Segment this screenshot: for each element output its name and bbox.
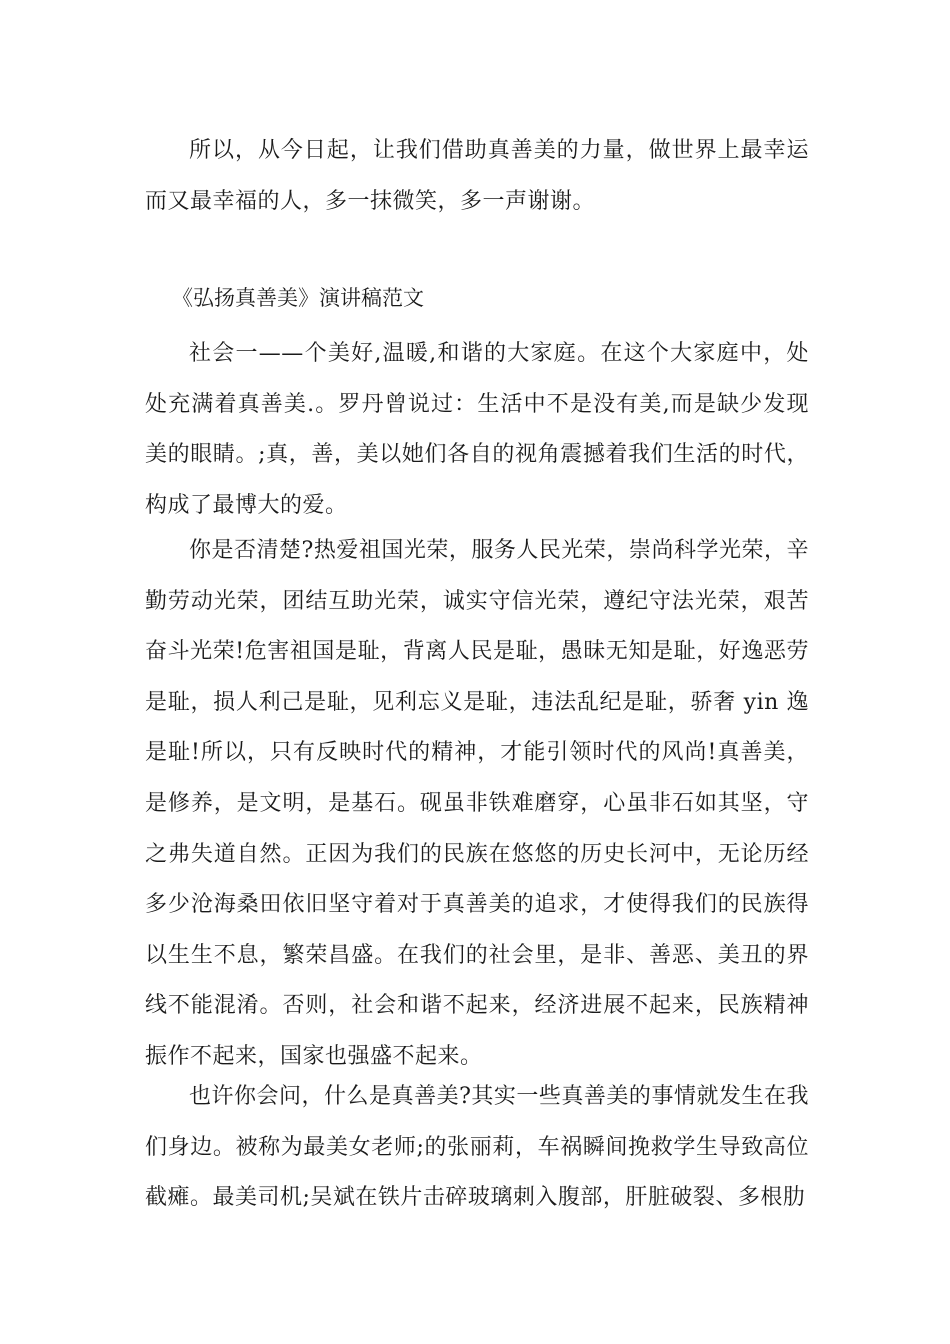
paragraph-conclusion: 所以，从今日起，让我们借助真善美的力量，做世界上最幸运而又最幸福的人，多一抹微笑，多一声谢谢。 xyxy=(145,138,809,214)
paragraph-examples: 也许你会问，什么是真善美?其实一些真善美的事情就发生在我们身边。被称为最美女老师;的张丽莉，车祸瞬间挽救学生导致高位截瘫。最美司机;吴斌在铁片击碎玻璃刺入腹部，肝脏破裂、多根肋 xyxy=(145,1084,809,1211)
paragraph-values: 你是否清楚?热爱祖国光荣，服务人民光荣，崇尚科学光荣，辛勤劳动光荣，团结互助光荣，诚实守信光荣，遵纪守法光荣，艰苦奋斗光荣!危害祖国是耻，背离人民是耻，愚昧无知是耻，好逸恶劳是耻，损人利己是耻，见利忘义是耻，违法乱纪是耻，骄奢 yin 逸是耻!所以，只有反映时代的精神，才能引领时代的风尚!真善美，是修养，是文明，是基石。砚虽非铁难磨穿，心虽非石如其坚，守之弗失道自然。正因为我们的民族在悠悠的历史长河中，无论历经多少沧海桑田依旧坚守着对于真善美的追求，才使得我们的民族得以生生不息，繁荣昌盛。在我们的社会里，是非、善恶、美丑的界线不能混淆。否则，社会和谐不起来，经济进展不起来，民族精神振作不起来，国家也强盛不起来。 xyxy=(145,538,809,1069)
section-title: 《弘扬真善美》演讲稿范文 xyxy=(172,286,424,310)
paragraph-intro: 社会一——个美好,温暖,和谐的大家庭。在这个大家庭中，处处充满着真善美.。罗丹曾说过：生活中不是没有美,而是缺少发现美的眼睛。;真，善，美以她们各自的视角震撼着我们生活的时代，构成了最博大的爱。 xyxy=(145,341,809,518)
